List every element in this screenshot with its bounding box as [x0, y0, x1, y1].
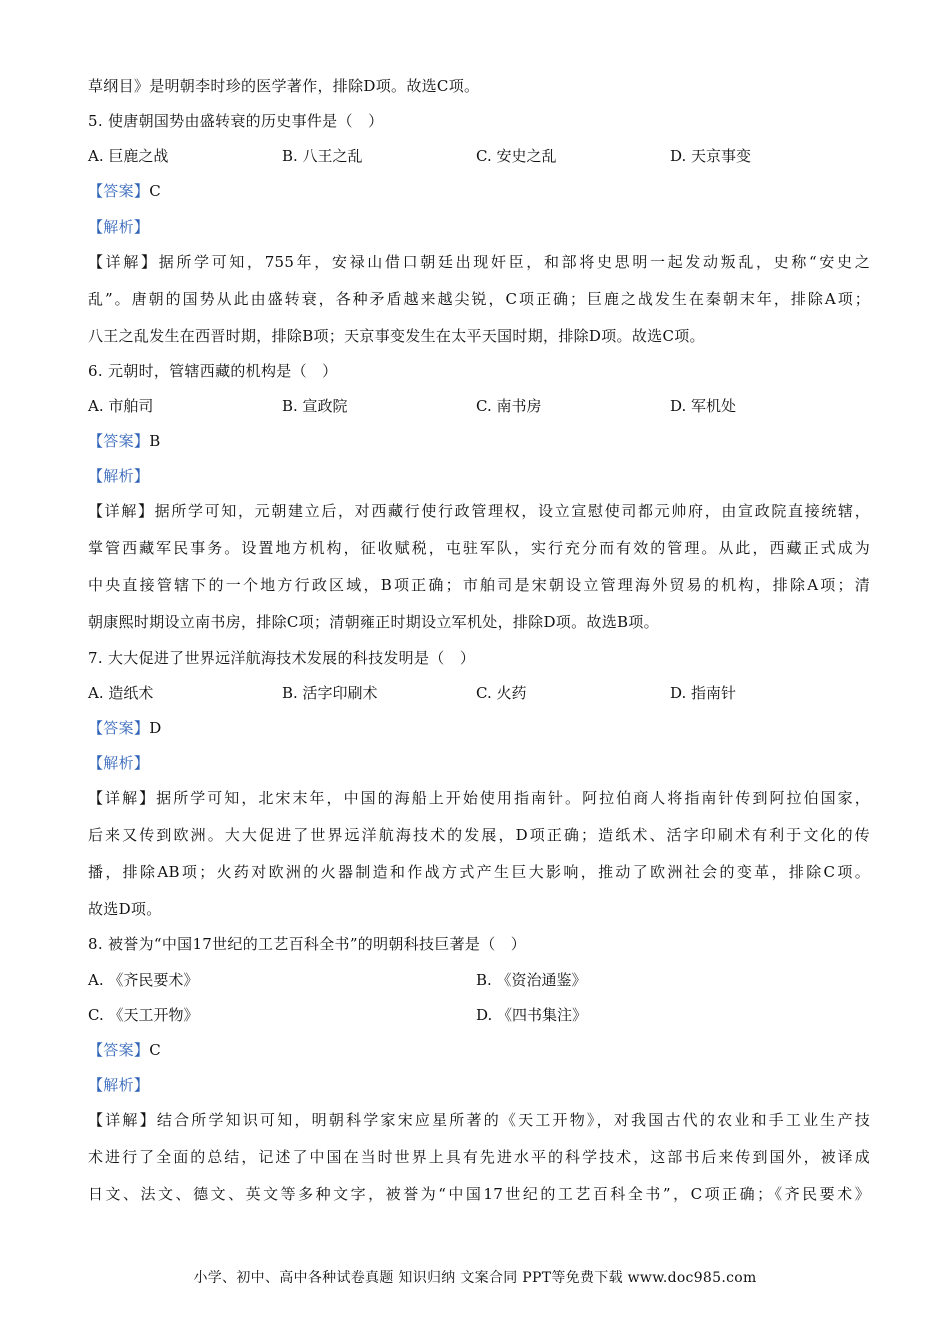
q6-explanation-line: 【详解】据所学可知，元朝建立后，对西藏行使行政管理权，设立宣慰使司都元帅府，由宣政院直接统辖， [88, 502, 870, 520]
analysis-tag: 【解析】 [88, 1076, 150, 1094]
q8-option-d: D. 《四书集注》 [476, 1006, 588, 1024]
q5-option-a: A. 巨鹿之战 [88, 147, 169, 165]
q7-option-c: C. 火药 [476, 684, 527, 702]
answer-tag: 【答案】 [88, 432, 150, 450]
detail-tag: 【详解】 [88, 1111, 157, 1129]
q5-analysis-heading [88, 217, 149, 237]
q7-option-a: A. 造纸术 [88, 684, 154, 702]
text-line: 草纲目》是明朝李时珍的医学著作，排除D项。故选C项。 [88, 77, 480, 95]
q6-option-b: B. 宣政院 [282, 397, 348, 415]
q6-explanation-line: 朝康熙时期设立南书房，排除C项；清朝雍正时期设立军机处，排除D项。故选B项。 [88, 613, 659, 631]
answer-value: D [149, 719, 162, 737]
q7-option-b: B. 活字印刷术 [282, 684, 378, 702]
q5-answer [88, 181, 161, 201]
q8-option-b: B. 《资治通鉴》 [476, 971, 587, 989]
q7-explanation-line: 播，排除AB项；火药对欧洲的火器制造和作战方式产生巨大影响，推动了欧洲社会的变革，排除C项。 [88, 863, 870, 881]
q6-option-c: C. 南书房 [476, 397, 542, 415]
answer-value: C [149, 1041, 161, 1059]
answer-tag: 【答案】 [88, 719, 150, 737]
q8-answer [88, 1040, 161, 1060]
q8-explanation-line: 日文、法文、德文、英文等多种文字，被誉为“中国17世纪的工艺百科全书”，C项正确；《齐民要术》 [88, 1185, 870, 1203]
answer-value: C [149, 182, 161, 200]
detail-tag: 【详解】 [88, 502, 155, 520]
question-8: 8. 被誉为“中国17世纪的工艺百科全书”的明朝科技巨著是（ ） [88, 935, 527, 953]
question-5: 5. 使唐朝国势由盛转衰的历史事件是（ ） [88, 112, 384, 130]
q6-answer [88, 431, 161, 451]
page-footer: 小学、初中、高中各种试卷真题 知识归纳 文案合同 PPT等免费下载 www.doc985.com [193, 1270, 757, 1286]
q6-option-d: D. 军机处 [670, 397, 737, 415]
q7-answer [88, 718, 162, 738]
q5-explanation-line: 乱”。唐朝的国势从此由盛转衰，各种矛盾越来越尖锐，C项正确；巨鹿之战发生在秦朝末年，排除A项； [88, 290, 870, 308]
answer-value: B [149, 432, 161, 450]
q7-explanation-line: 故选D项。 [88, 900, 162, 918]
q7-option-d: D. 指南针 [670, 684, 737, 702]
q8-explanation-line: 【详解】结合所学知识可知，明朝科学家宋应星所著的《天工开物》，对我国古代的农业和手工业生产技 [88, 1111, 871, 1129]
question-6: 6. 元朝时，管辖西藏的机构是（ ） [88, 362, 338, 380]
answer-tag: 【答案】 [88, 1041, 150, 1059]
analysis-tag: 【解析】 [88, 467, 150, 485]
answer-tag: 【答案】 [88, 182, 150, 200]
q7-explanation-line: 【详解】据所学可知，北宋末年，中国的海船上开始使用指南针。阿拉伯商人将指南针传到阿拉伯国家， [88, 789, 870, 807]
q8-analysis-heading [88, 1075, 149, 1095]
q5-explanation-line: 【详解】据所学可知，755年，安禄山借口朝廷出现奸臣，和部将史思明一起发动叛乱，史称“安史之 [88, 253, 871, 271]
analysis-tag: 【解析】 [88, 754, 150, 772]
q5-option-b: B. 八王之乱 [282, 147, 363, 165]
q8-option-c: C. 《天工开物》 [88, 1006, 199, 1024]
question-7: 7. 大大促进了世界远洋航海技术发展的科技发明是（ ） [88, 649, 476, 667]
detail-tag: 【详解】 [88, 253, 159, 271]
detail-tag: 【详解】 [88, 789, 157, 807]
q8-option-a: A. 《齐民要术》 [88, 971, 199, 989]
q5-explanation-line: 八王之乱发生在西晋时期，排除B项；天京事变发生在太平天国时期，排除D项。故选C项。 [88, 327, 705, 345]
q5-option-d: D. 天京事变 [670, 147, 752, 165]
analysis-tag: 【解析】 [88, 218, 150, 236]
q6-option-a: A. 市舶司 [88, 397, 154, 415]
q6-explanation-line: 掌管西藏军民事务。设置地方机构，征收赋税，屯驻军队，实行充分而有效的管理。从此，西藏正式成为 [88, 539, 870, 557]
q6-analysis-heading [88, 466, 149, 486]
q7-explanation-line: 后来又传到欧洲。大大促进了世界远洋航海技术的发展，D项正确；造纸术、活字印刷术有利于文化的传 [88, 826, 870, 844]
q8-explanation-line: 术进行了全面的总结，记述了中国在当时世界上具有先进水平的科学技术，这部书后来传到国外，被译成 [88, 1148, 870, 1166]
q7-analysis-heading [88, 753, 149, 773]
q5-option-c: C. 安史之乱 [476, 147, 557, 165]
q6-explanation-line: 中央直接管辖下的一个地方行政区域，B项正确；市舶司是宋朝设立管理海外贸易的机构，排除A项；清 [88, 576, 870, 594]
